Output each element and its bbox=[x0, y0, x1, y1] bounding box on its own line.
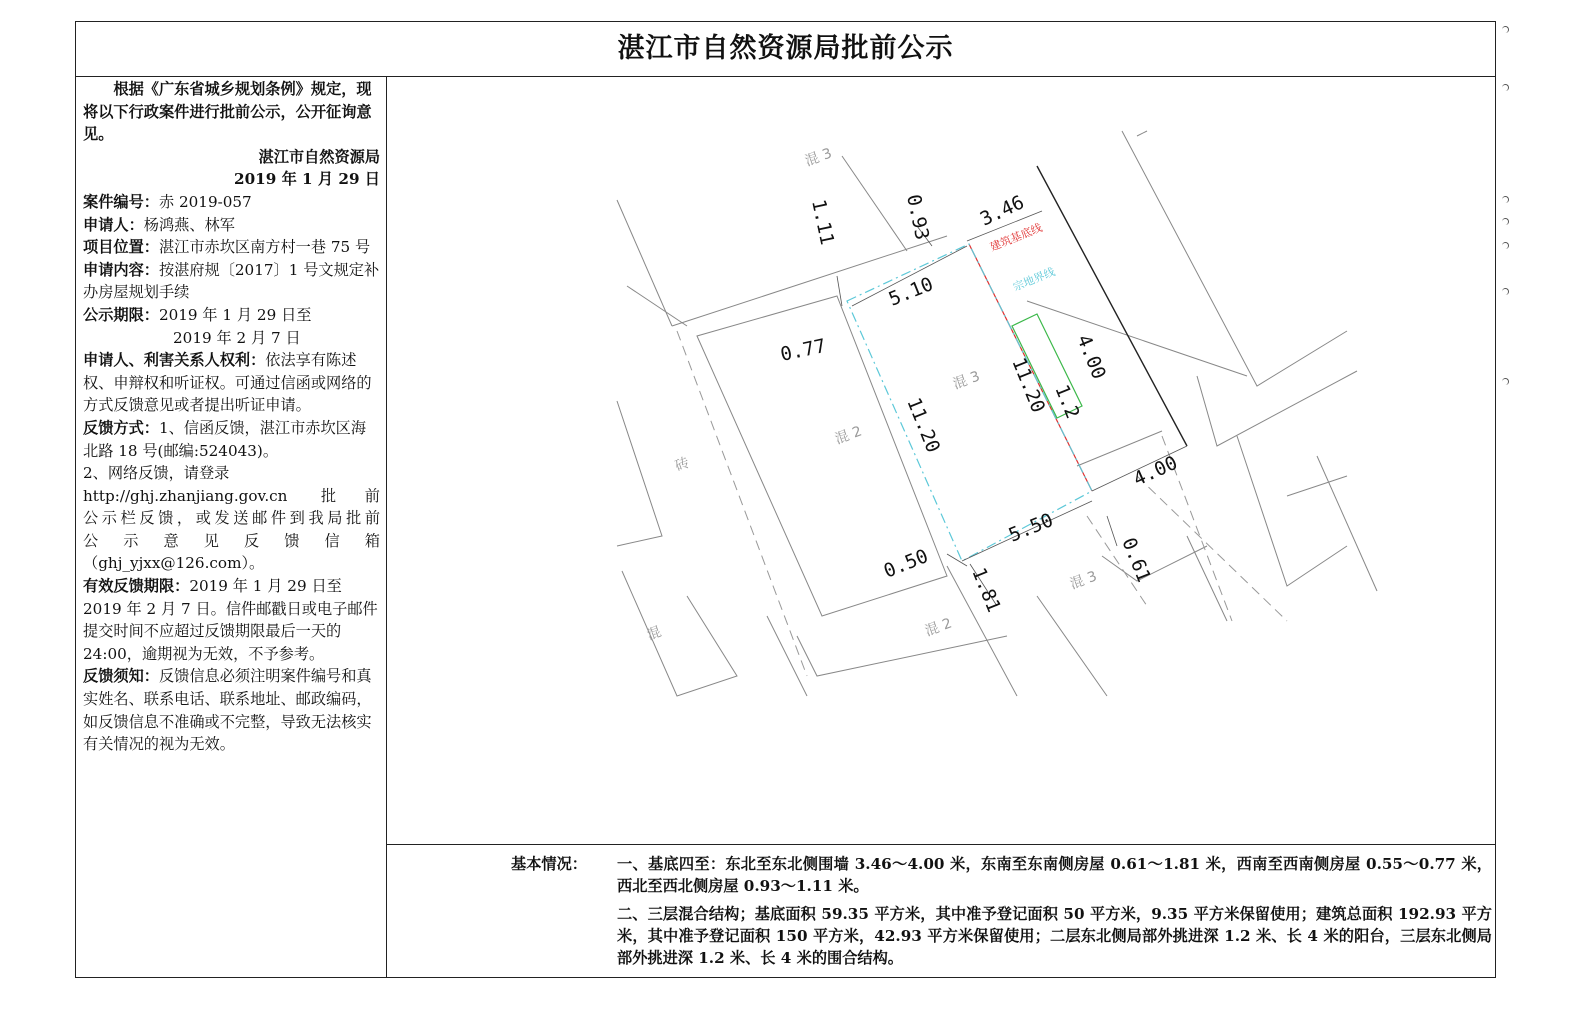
dim-4-00-balcony: 4.00 bbox=[1072, 331, 1110, 383]
applicant-label: 申请人： bbox=[83, 215, 144, 234]
dim-5-10: 5.10 bbox=[885, 273, 937, 311]
margin-mark bbox=[1502, 218, 1509, 225]
rights: 依法享有陈述权、申辩权和听证权。可通过信函或网络的方式反馈意见或者提出听证申请。 bbox=[83, 351, 372, 415]
notice-label: 反馈须知： bbox=[83, 667, 159, 686]
case-number-label: 案件编号： bbox=[83, 192, 159, 211]
feedback-label: 反馈方式： bbox=[83, 418, 159, 437]
margin-mark bbox=[1502, 242, 1509, 249]
content-label: 申请内容： bbox=[83, 260, 159, 279]
valid-label: 有效反馈期限： bbox=[83, 577, 190, 596]
period-start: 2019 年 1 月 29 日至 bbox=[158, 305, 312, 324]
basic-info bbox=[387, 844, 1495, 977]
location-label: 项目位置： bbox=[83, 238, 159, 257]
rights-row bbox=[83, 349, 380, 417]
notice: 反馈信息必须注明案件编号和真实姓名、联系电话、联系地址、邮政编码，如反馈信息不准确或不完整，导致无法核实有关情况的视为无效。 bbox=[83, 667, 372, 754]
label-h3-bottom: 混 3 bbox=[1067, 568, 1100, 593]
basic-info-body bbox=[617, 853, 1492, 975]
dim-4-00: 4.00 bbox=[1130, 451, 1181, 491]
notice-text-panel bbox=[76, 76, 387, 977]
margin-mark bbox=[1502, 84, 1509, 91]
rights-label: 申请人、利害关系人权利： bbox=[83, 351, 266, 370]
dim-11-20-right: 11.20 bbox=[1007, 354, 1050, 416]
feedback-web-2: 公示栏反馈，或发送邮件到我局批前 bbox=[83, 509, 380, 528]
basic-info-para-1: 一、基底四至：东北至东北侧围墙 3.46～4.00 米，东南至东南侧房屋 0.61～1.81 米，西南至西南侧房屋 0.55～0.77 米，西北至西北侧房屋 0.93～1.11 米。 bbox=[617, 855, 1492, 895]
case-number: 赤 2019-057 bbox=[158, 192, 252, 211]
location: 湛江市赤坎区南方村一巷 75 号 bbox=[158, 238, 371, 257]
content: 按湛府规〔2017〕1 号文规定补办房屋规划手续 bbox=[83, 260, 380, 302]
period-row bbox=[83, 304, 380, 327]
label-base-line: 建筑基底线 bbox=[988, 221, 1045, 254]
dim-11-20-left: 11.20 bbox=[902, 394, 945, 456]
dim-0-93: 0.93 bbox=[902, 192, 934, 242]
notice-row bbox=[83, 665, 380, 755]
margin-mark bbox=[1502, 378, 1509, 385]
dim-0-50: 0.50 bbox=[880, 545, 932, 583]
issue-date: 2019 年 1 月 29 日 bbox=[234, 170, 380, 189]
feedback-mail: 1、信函反馈，湛江市赤坎区海北路 18 号(邮编:524043)。 bbox=[83, 418, 367, 460]
label-h3-center: 混 3 bbox=[950, 368, 983, 393]
period-label: 公示期限： bbox=[83, 305, 159, 324]
valid-row bbox=[83, 575, 380, 665]
feedback-email[interactable]: （ghj_yjxx@126.com）。 bbox=[83, 554, 265, 573]
margin-mark bbox=[1502, 26, 1509, 33]
intro-text: 根据《广东省城乡规划条例》规定，现将以下行政案件进行批前公示，公开征询意见。 bbox=[83, 80, 372, 144]
applicant-row bbox=[83, 214, 380, 237]
label-h2-left: 混 2 bbox=[832, 423, 865, 448]
label-brick: 砖 bbox=[672, 454, 692, 475]
feedback-row bbox=[83, 417, 380, 462]
applicant: 杨鸿燕、林军 bbox=[143, 215, 235, 234]
label-hun: 混 bbox=[644, 623, 664, 644]
feedback-web-1: 2、网络反馈，请登录 bbox=[83, 464, 230, 483]
period-end: 2019 年 2 月 7 日 bbox=[173, 328, 301, 347]
dim-5-50: 5.50 bbox=[1005, 509, 1057, 547]
dim-1-2: 1.2 bbox=[1050, 381, 1084, 422]
content-row bbox=[83, 259, 380, 304]
page-title: 湛江市自然资源局批前公示 bbox=[76, 22, 1495, 77]
dim-1-11: 1.11 bbox=[807, 197, 839, 247]
basic-info-label: 基本情况： bbox=[511, 855, 587, 873]
label-h3-top: 混 3 bbox=[802, 145, 835, 170]
dim-1-81: 1.81 bbox=[967, 564, 1005, 616]
margin-mark bbox=[1502, 196, 1509, 203]
dim-0-61: 0.61 bbox=[1117, 534, 1155, 586]
case-number-row bbox=[83, 191, 380, 214]
site-plan bbox=[387, 76, 1495, 845]
location-row bbox=[83, 236, 380, 259]
issuer-org: 湛江市自然资源局 bbox=[258, 147, 380, 166]
margin-mark bbox=[1502, 288, 1509, 295]
boundary-polygon bbox=[847, 244, 1092, 561]
valid-period: 2019 年 1 月 29 日至 2019 年 2 月 7 日。信件邮戳日或电子邮件提交时间不应超过反馈期限最后一天的 24:00，逾期视为无效，不予参考。 bbox=[83, 577, 378, 663]
label-boundary-line: 宗地界线 bbox=[1011, 265, 1057, 294]
basic-info-para-2: 二、三层混合结构；基底面积 59.35 平方米，其中准予登记面积 50 平方米，9.35 平方米保留使用；建筑总面积 192.93 平方米，其中准予登记面积 150 平方米，42.93 平方米保留使用；二层东北侧局部外挑进深 1.2 米、长 4 米的阳台，三层东北侧局部外挑进深 1.2 米、长 4 米的围合结构。 bbox=[617, 905, 1492, 967]
label-h2-bottom: 混 2 bbox=[922, 615, 955, 640]
feedback-web-3: 公 示 意 见 反 馈 信 箱 bbox=[83, 531, 380, 550]
site-plan-drawing bbox=[387, 76, 1495, 844]
feedback-web-url[interactable]: http://ghj.zhanjiang.gov.cn 批前 bbox=[83, 486, 380, 505]
dim-0-77: 0.77 bbox=[778, 334, 828, 366]
dim-3-46: 3.46 bbox=[976, 191, 1028, 231]
notice-frame bbox=[75, 21, 1496, 978]
